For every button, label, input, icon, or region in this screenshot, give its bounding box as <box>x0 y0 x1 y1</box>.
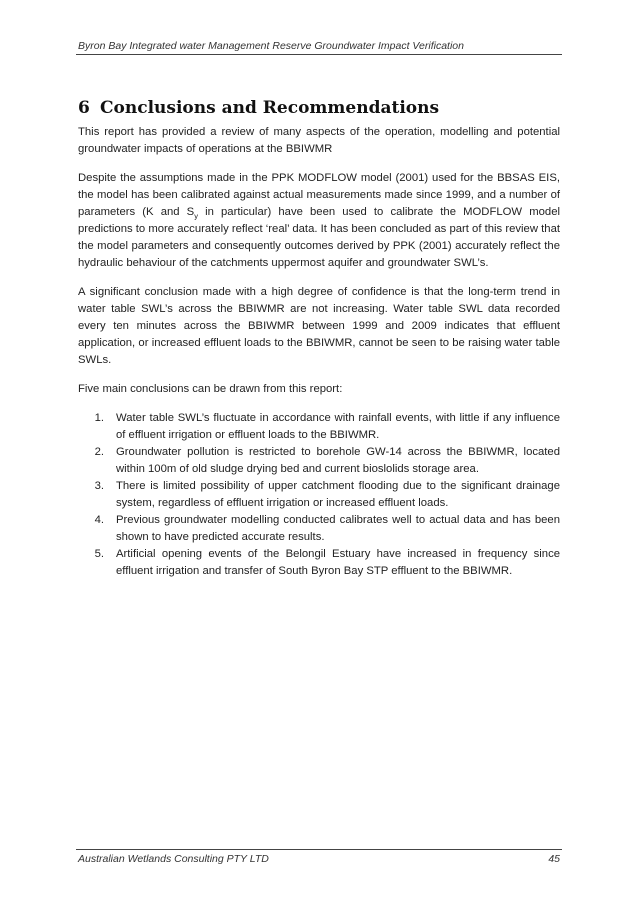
conclusions-list <box>78 410 560 580</box>
list-item-number: 5. <box>94 548 104 560</box>
list-item <box>78 512 560 546</box>
list-item-number: 4. <box>94 514 104 526</box>
section-title: Conclusions and Recommendations <box>100 98 440 118</box>
paragraph-intro: This report has provided a review of many aspects of the operation, modelling and potential groundwater impacts of operations at the BBIWMR <box>78 126 560 155</box>
list-item-text: Water table SWL’s fluctuate in accordance with rainfall events, with little if any influence of effluent irrigation or effluent loads to the BBIWMR. <box>116 412 560 441</box>
list-item <box>78 444 560 478</box>
paragraph-model-calibration-part1: Despite the assumptions made in the PPK MODFLOW model (2001) used for the BBSAS EIS, the model has been calibrated against actual measurements made since 1999, and a number of parameters (K and S <box>78 172 560 218</box>
paragraph-model-calibration <box>78 170 560 272</box>
list-item-text: Artificial opening events of the Belongil Estuary have increased in frequency since effluent irrigation and transfer of South Byron Bay STP effluent to the BBIWMR. <box>116 548 560 577</box>
footer-divider <box>76 849 562 850</box>
list-item-number: 1. <box>94 412 104 424</box>
section-number: 6 <box>78 98 90 118</box>
paragraph-list-intro: Five main conclusions can be drawn from this report: <box>78 383 343 395</box>
running-header: Byron Bay Integrated water Management Reserve Groundwater Impact Verification <box>78 40 464 52</box>
list-item-text: There is limited possibility of upper catchment flooding due to the significant drainage system, regardless of effluent irrigation or increased effluent loads. <box>116 480 560 509</box>
paragraph-model-calibration-part2: in particular) have been used to calibrate the MODFLOW model predictions to more accurately reflect ‘real’ data. It has been concluded as part of this review that the model parameters and consequently outcomes derived by PPK (2001) accurately reflect the hydraulic behaviour of the catchments uppermost aquifer and groundwater SWL’s. <box>78 206 560 269</box>
list-item-text: Groundwater pollution is restricted to borehole GW-14 across the BBIWMR, located within 100m of old sludge drying bed and current bioslolids storage area. <box>116 446 560 475</box>
list-item-number: 2. <box>94 446 104 458</box>
page-body <box>78 96 560 580</box>
list-item-text: Previous groundwater modelling conducted calibrates well to actual data and has been shown to have predicted accurate results. <box>116 514 560 543</box>
paragraph-significant-conclusion: A significant conclusion made with a high degree of confidence is that the long-term trend in water table SWL’s across the BBIWMR are not increasing. Water table SWL data recorded every ten minutes across the BBIWMR between 1999 and 2009 indicates that effluent application, or increased effluent loads to the BBIWMR, cannot be seen to be raising water table SWLs. <box>78 286 560 366</box>
section-heading <box>78 96 560 120</box>
subscript-y: y <box>194 211 198 221</box>
page-number: 45 <box>548 853 560 865</box>
footer-company: Australian Wetlands Consulting PTY LTD <box>78 853 269 865</box>
list-item <box>78 478 560 512</box>
list-item <box>78 546 560 580</box>
header-divider <box>76 54 562 55</box>
list-item-number: 3. <box>94 480 104 492</box>
list-item <box>78 410 560 444</box>
